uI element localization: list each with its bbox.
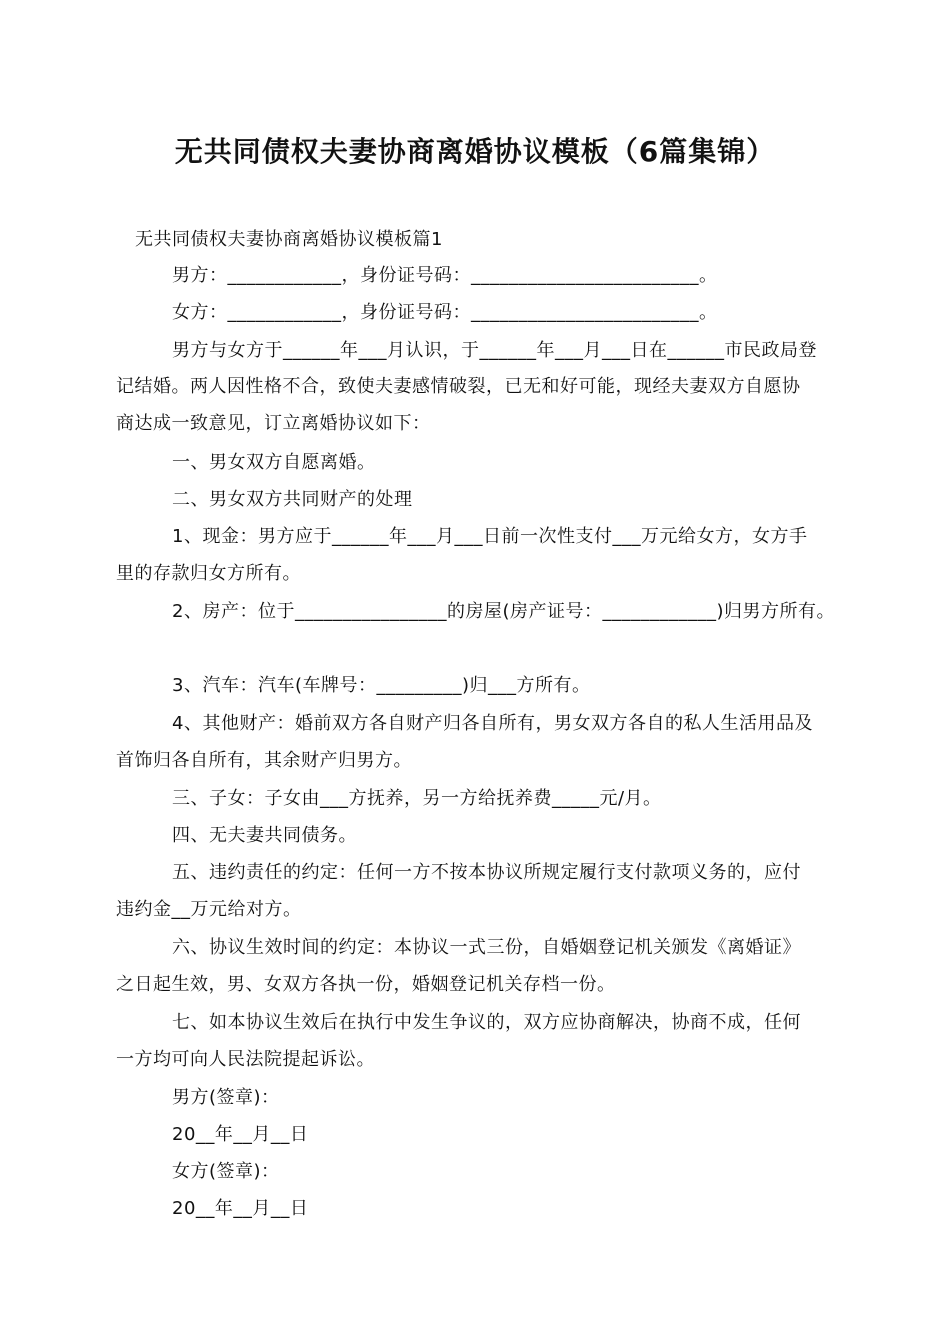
clause-line: 七、如本协议生效后在执行中发生争议的，双方应协商解决，协商不成，任何 <box>172 1012 801 1033</box>
paragraph-line: 男方与女方于______年___月认识，于______年___月___日在______市民政局登 <box>172 340 817 361</box>
clause-line: 三、子女：子女由___方抚养，另一方给抚养费_____元/月。 <box>172 788 662 809</box>
male-signature-date: 20__年__月__日 <box>172 1124 309 1145</box>
male-party-line: 男方：____________，身份证号码：________________________。 <box>172 265 718 286</box>
paragraph-line: 记结婚。两人因性格不合，致使夫妻感情破裂，已无和好可能，现经夫妻双方自愿协 <box>116 376 801 397</box>
clause-line: 五、违约责任的约定：任何一方不按本协议所规定履行支付款项义务的，应付 <box>172 862 801 883</box>
document-title: 无共同债权夫妻协商离婚协议模板（6篇集锦） <box>174 135 776 168</box>
clause-line: 首饰归各自所有，其余财产归男方。 <box>116 750 412 771</box>
paragraph-line: 商达成一致意见，订立离婚协议如下： <box>116 413 431 434</box>
clause-line: 六、协议生效时间的约定：本协议一式三份，自婚姻登记机关颁发《离婚证》 <box>172 937 801 958</box>
clause-line: 四、无夫妻共同债务。 <box>172 825 357 846</box>
female-signature-label: 女方(签章)： <box>172 1161 280 1182</box>
clause-line: 3、汽车：汽车(车牌号：_________)归___方所有。 <box>172 675 591 696</box>
clause-line: 一、男女双方自愿离婚。 <box>172 452 376 473</box>
clause-line: 一方均可向人民法院提起诉讼。 <box>116 1049 375 1070</box>
clause-line: 4、其他财产：婚前双方各自财产归各自所有，男女双方各自的私人生活用品及 <box>172 713 813 734</box>
male-signature-label: 男方(签章)： <box>172 1087 280 1108</box>
female-signature-date: 20__年__月__日 <box>172 1198 309 1219</box>
clause-line: 违约金__万元给对方。 <box>116 899 302 920</box>
clause-line: 里的存款归女方所有。 <box>116 563 301 584</box>
female-party-line: 女方：____________，身份证号码：________________________。 <box>172 302 718 323</box>
clause-line: 2、房产：位于________________的房屋(房产证号：____________)归男方所有。 <box>172 601 835 622</box>
clause-line: 1、现金：男方应于______年___月___日前一次性支付___万元给女方，女方手 <box>172 526 808 547</box>
clause-line: 二、男女双方共同财产的处理 <box>172 489 413 510</box>
clause-line: 之日起生效，男、女双方各执一份，婚姻登记机关存档一份。 <box>116 974 616 995</box>
section-heading: 无共同债权夫妻协商离婚协议模板篇1 <box>135 229 443 250</box>
